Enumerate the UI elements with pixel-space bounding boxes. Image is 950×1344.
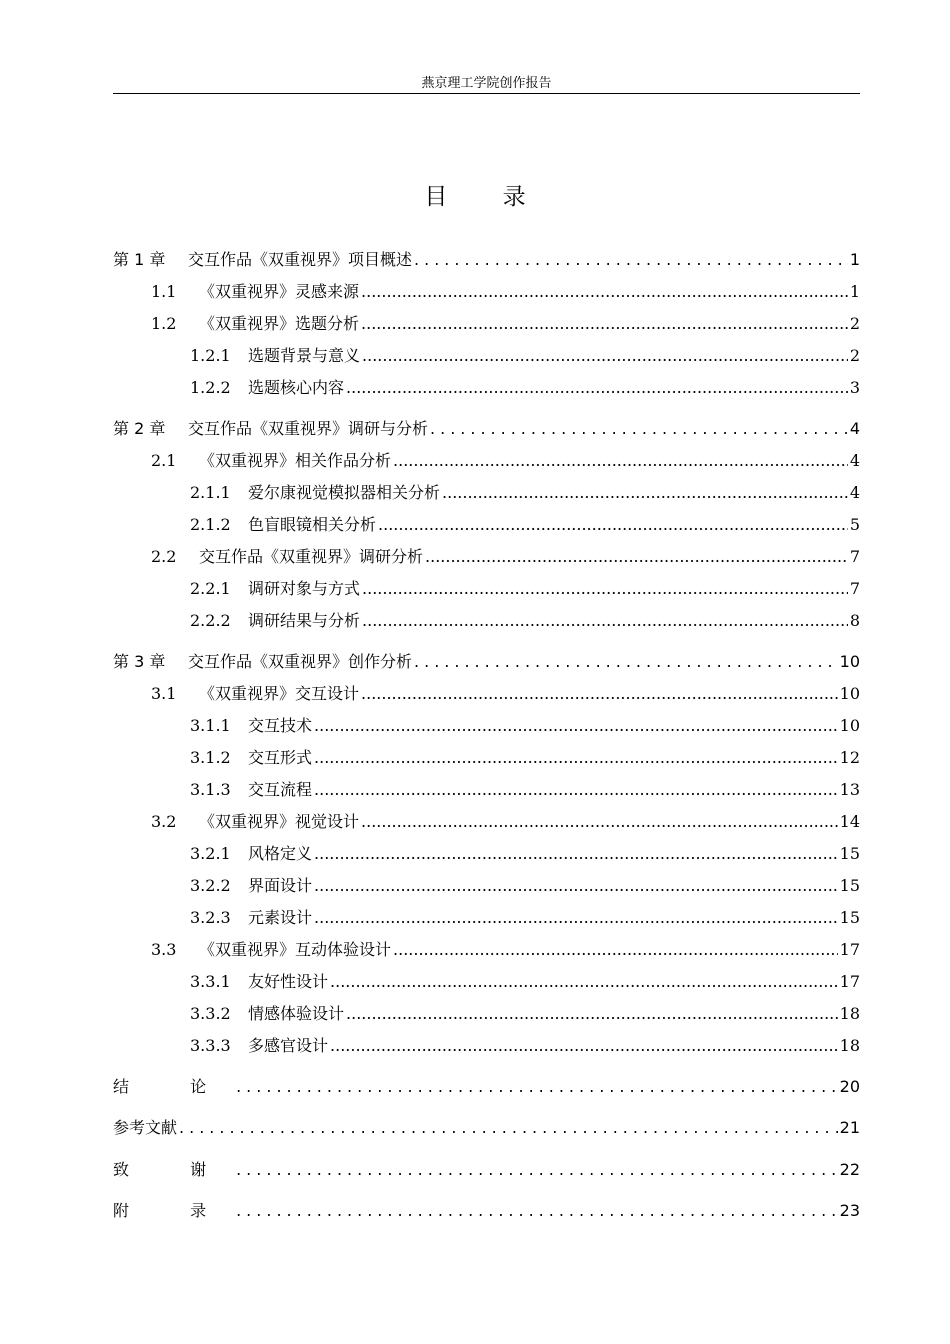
toc-entry-number: 2.2.2 (190, 611, 231, 630)
toc-entry-title: 交互作品《双重视界》创作分析 (188, 652, 413, 671)
toc-page-number: 15 (839, 844, 860, 863)
toc-chapter-3[interactable] (113, 648, 860, 674)
toc-entry-number: 3.2.3 (190, 908, 231, 927)
toc-entry-number: 3.3 (151, 940, 177, 959)
toc-subsection-3-3-1[interactable] (113, 968, 860, 994)
toc-page-number: 8 (849, 611, 860, 630)
toc-entry-title: 元素设计 (248, 908, 313, 927)
toc-entry-number: 3.1.1 (190, 716, 231, 735)
toc-page-number: 1 (849, 282, 860, 301)
toc-entry-title: 情感体验设计 (248, 1004, 345, 1023)
toc-section-1-1[interactable] (113, 278, 860, 304)
toc-section-3-3[interactable] (113, 936, 860, 962)
toc-chapter-1[interactable] (113, 246, 860, 272)
toc-entry-title: 色盲眼镜相关分析 (248, 515, 377, 534)
toc-entry-title: 《双重视界》交互设计 (199, 684, 360, 703)
toc-subsection-1-2-1[interactable] (113, 342, 860, 368)
toc-entry-number: 2.1.2 (190, 515, 231, 534)
toc-page-number: 14 (839, 812, 860, 831)
toc-page-number: 23 (839, 1201, 860, 1220)
toc-entry-number: 2.2 (151, 547, 177, 566)
toc-entry-number: 3.1.2 (190, 748, 231, 767)
toc-entry-title: 选题背景与意义 (248, 346, 361, 365)
toc-page-number: 2 (849, 314, 860, 333)
toc-page-number: 13 (839, 780, 860, 799)
toc-entry-title: 《双重视界》视觉设计 (199, 812, 360, 831)
toc-entry-number: 3.2.1 (190, 844, 231, 863)
toc-dot-leader (362, 577, 848, 601)
toc-subsection-2-1-2[interactable] (113, 511, 860, 537)
header-divider (113, 93, 860, 94)
toc-section-3-1[interactable] (113, 680, 860, 706)
toc-page-number: 7 (849, 579, 860, 598)
toc-page-number: 12 (839, 748, 860, 767)
toc-entry-title: 界面设计 (248, 876, 313, 895)
toc-entry-title: 交互技术 (248, 716, 313, 735)
toc-entry-title: 交互流程 (248, 780, 313, 799)
toc-subsection-3-1-1[interactable] (113, 712, 860, 738)
toc-entry-title: 交互作品《双重视界》项目概述 (188, 250, 413, 269)
toc-entry-title: 参考文献 (113, 1118, 178, 1137)
toc-entry-title: 调研对象与方式 (248, 579, 361, 598)
toc-entry-number: 1.2 (151, 314, 177, 333)
toc-page-number: 5 (849, 515, 860, 534)
toc-section-2-1[interactable] (113, 447, 860, 473)
toc-dot-leader (430, 417, 848, 441)
toc-subsection-3-1-2[interactable] (113, 744, 860, 770)
toc-dot-leader (330, 970, 838, 994)
toc-subsection-2-2-1[interactable] (113, 575, 860, 601)
toc-dot-leader (393, 938, 838, 962)
toc-dot-leader (361, 312, 848, 336)
toc-entry-number: 3.3.1 (190, 972, 231, 991)
toc-page-number: 15 (839, 876, 860, 895)
toc-page-number: 18 (839, 1036, 860, 1055)
toc-entry-title: 交互形式 (248, 748, 313, 767)
toc-entry-title: 交互作品《双重视界》调研与分析 (188, 419, 429, 438)
toc-entry-title: 调研结果与分析 (248, 611, 361, 630)
toc-entry-number: 2.1.1 (190, 483, 231, 502)
toc-entry-number: 1.2.1 (190, 346, 231, 365)
toc-chapter-2[interactable] (113, 415, 860, 441)
toc-entry-number: 3.2 (151, 812, 177, 831)
toc-page-number: 3 (849, 378, 860, 397)
toc-subsection-3-2-2[interactable] (113, 872, 860, 898)
toc-entry-title: 交互作品《双重视界》调研分析 (199, 547, 424, 566)
toc-entry-title: 《双重视界》相关作品分析 (199, 451, 392, 470)
toc-entry-number: 第 2 章 (113, 419, 166, 438)
toc-entry-number: 3.1.3 (190, 780, 231, 799)
toc-references[interactable] (113, 1114, 860, 1140)
toc-dot-leader (236, 1075, 838, 1099)
toc-entry-title: 多感官设计 (248, 1036, 329, 1055)
toc-dot-leader (179, 1116, 838, 1140)
toc-subsection-3-3-2[interactable] (113, 1000, 860, 1026)
toc-page-number: 17 (839, 972, 860, 991)
toc-entry-number: 1.1 (151, 282, 177, 301)
toc-entry-title: 《双重视界》选题分析 (199, 314, 360, 333)
toc-entry-title: 友好性设计 (248, 972, 329, 991)
toc-page-number: 1 (849, 250, 860, 269)
toc-dot-leader (314, 746, 838, 770)
toc-subsection-3-2-1[interactable] (113, 840, 860, 866)
toc-dot-leader (362, 344, 848, 368)
toc-appendix[interactable] (113, 1197, 860, 1223)
toc-page-number: 10 (839, 652, 860, 671)
toc-page-number: 7 (849, 547, 860, 566)
toc-subsection-1-2-2[interactable] (113, 374, 860, 400)
toc-entry-number: 3.3.2 (190, 1004, 231, 1023)
toc-entry-number: 2.2.1 (190, 579, 231, 598)
toc-dot-leader (378, 513, 848, 537)
toc-entry-number: 3.3.3 (190, 1036, 231, 1055)
toc-dot-leader (361, 682, 838, 706)
toc-entry-number: 3.2.2 (190, 876, 231, 895)
toc-dot-leader (236, 1158, 838, 1182)
toc-entry-title: 结 论 (113, 1077, 235, 1096)
toc-entry-title: 选题核心内容 (248, 378, 345, 397)
toc-entry-title: 《双重视界》灵感来源 (199, 282, 360, 301)
toc-dot-leader (361, 810, 838, 834)
toc-dot-leader (314, 874, 838, 898)
toc-page-number: 4 (849, 451, 860, 470)
toc-page-number: 2 (849, 346, 860, 365)
toc-page-number: 22 (839, 1160, 860, 1179)
toc-entry-title: 附 录 (113, 1201, 235, 1220)
page-header: 燕京理工学院创作报告 (421, 76, 552, 91)
toc-dot-leader (346, 1002, 838, 1026)
toc-entry-number: 第 1 章 (113, 250, 166, 269)
toc-dot-leader (330, 1034, 838, 1058)
toc-entry-title: 《双重视界》互动体验设计 (199, 940, 392, 959)
toc-page-number: 17 (839, 940, 860, 959)
toc-dot-leader (314, 906, 838, 930)
toc-dot-leader (314, 842, 838, 866)
toc-entry-number: 3.1 (151, 684, 177, 703)
toc-dot-leader (236, 1199, 838, 1223)
toc-page-number: 18 (839, 1004, 860, 1023)
toc-dot-leader (346, 376, 848, 400)
toc-section-1-2[interactable] (113, 310, 860, 336)
toc-subsection-2-1-1[interactable] (113, 479, 860, 505)
toc-entry-number: 第 3 章 (113, 652, 166, 671)
toc-dot-leader (362, 609, 848, 633)
toc-entry-title: 致 谢 (113, 1160, 235, 1179)
toc-page-number: 20 (839, 1077, 860, 1096)
toc-page-number: 21 (839, 1118, 860, 1137)
toc-dot-leader (393, 449, 848, 473)
toc-title: 目 录 (424, 184, 550, 210)
toc-entry-title: 风格定义 (248, 844, 313, 863)
toc-subsection-3-1-3[interactable] (113, 776, 860, 802)
toc-entry-number: 2.1 (151, 451, 177, 470)
toc-dot-leader (314, 714, 838, 738)
toc-dot-leader (425, 545, 848, 569)
toc-page-number: 15 (839, 908, 860, 927)
toc-dot-leader (414, 248, 848, 272)
toc-page-number: 4 (849, 419, 860, 438)
toc-subsection-2-2-2[interactable] (113, 607, 860, 633)
toc-page-number: 4 (849, 483, 860, 502)
toc-page-number: 10 (839, 716, 860, 735)
toc-entry-number: 1.2.2 (190, 378, 231, 397)
toc-section-2-2[interactable] (113, 543, 860, 569)
toc-page-number: 10 (839, 684, 860, 703)
toc-entry-title: 爱尔康视觉模拟器相关分析 (248, 483, 441, 502)
toc-section-3-2[interactable] (113, 808, 860, 834)
toc-conclusion[interactable] (113, 1073, 860, 1099)
toc-dot-leader (314, 778, 838, 802)
toc-acknowledgements[interactable] (113, 1156, 860, 1182)
toc-dot-leader (442, 481, 848, 505)
toc-dot-leader (361, 280, 848, 304)
toc-dot-leader (414, 650, 838, 674)
toc-subsection-3-2-3[interactable] (113, 904, 860, 930)
toc-subsection-3-3-3[interactable] (113, 1032, 860, 1058)
